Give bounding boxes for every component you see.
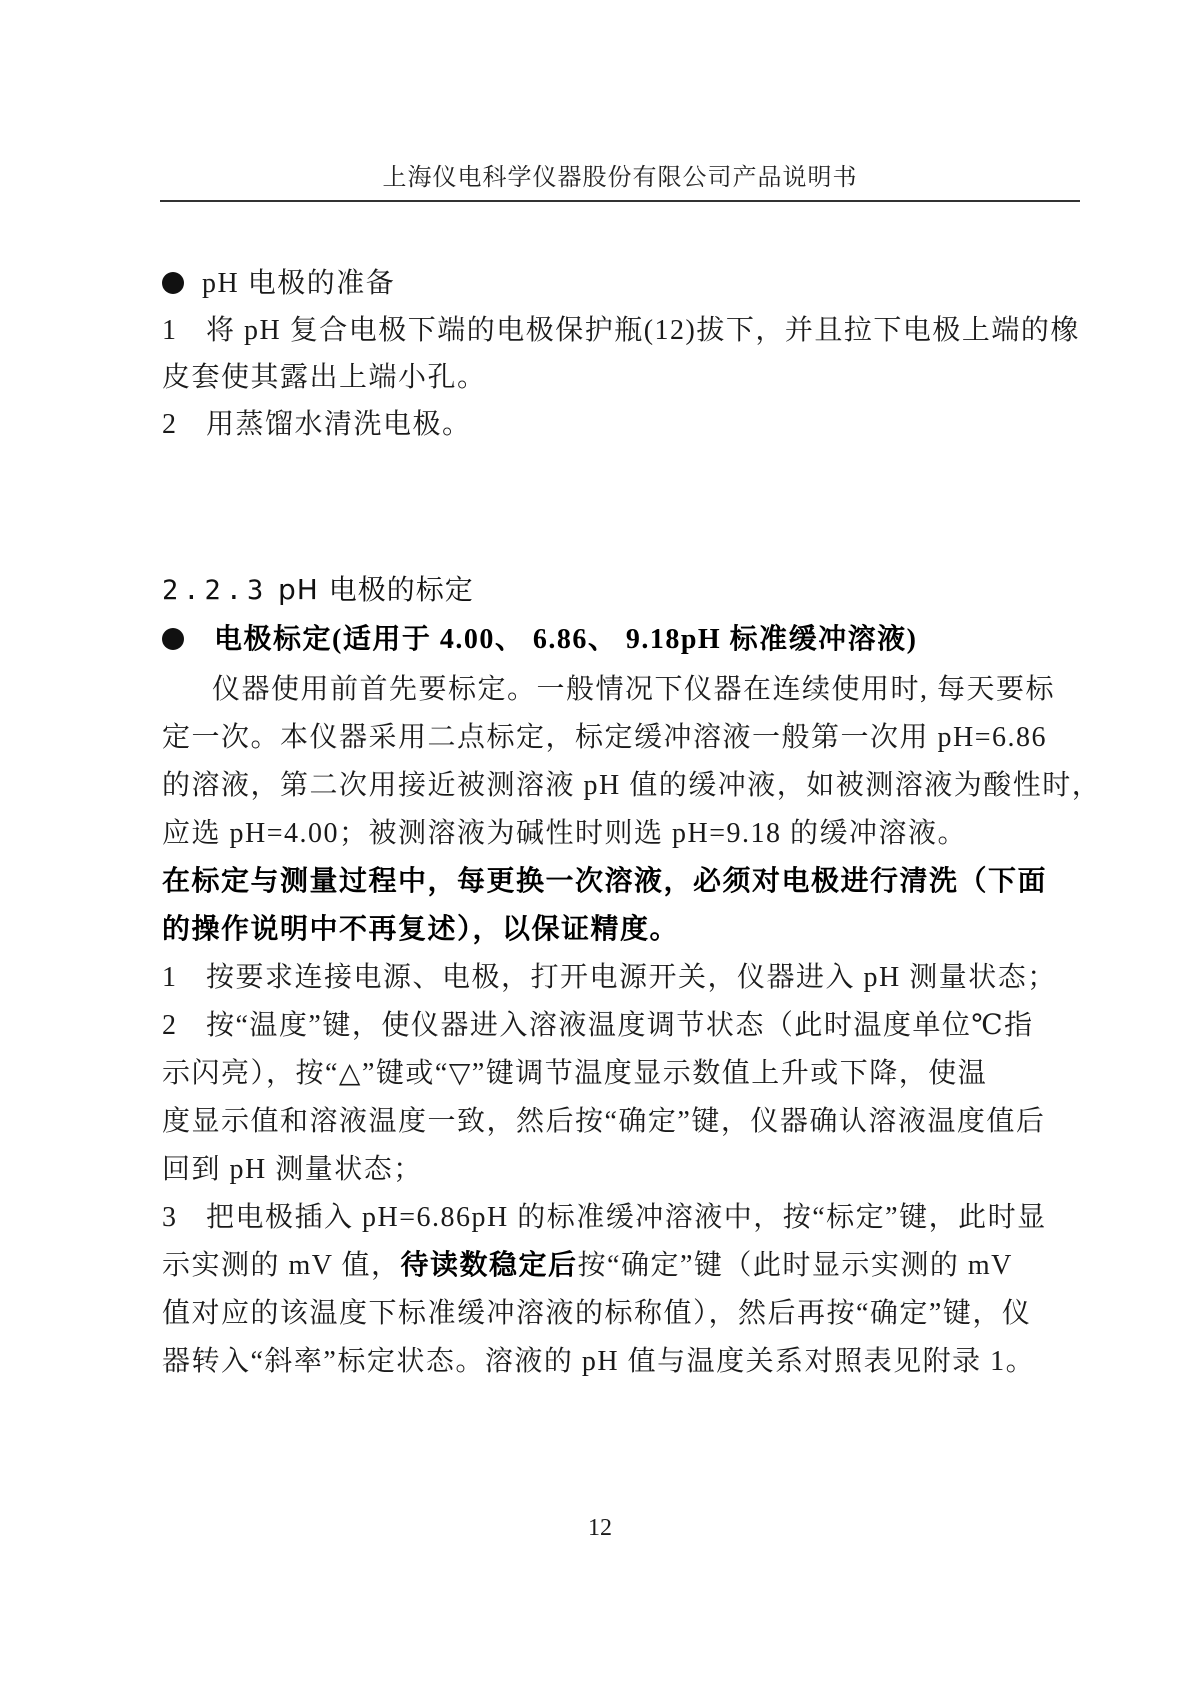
page-number: 12 (588, 1515, 612, 1541)
warning-line-1: 在标定与测量过程中，每更换一次溶液，必须对电极进行清洗（下面 (162, 866, 1048, 897)
document-header (160, 160, 1080, 202)
calibration-heading: 电极标定(适用于 4.00、 6.86、 9.18pH 标准缓冲溶液) (162, 620, 918, 660)
prep-heading: pH 电极的准备 (162, 264, 395, 304)
intro-line-4: 应选 pH=4.00；被测溶液为碱性时则选 pH=9.18 的缓冲溶液。 (162, 818, 968, 849)
prep-step-1-cont: 皮套使其露出上端小孔。 (162, 362, 487, 393)
prep-step-2: 2 用蒸馏水清洗电极。 (162, 409, 472, 440)
calibration-step-3-cont-1: 示实测的 mV 值，待读数稳定后按“确定”键（此时显示实测的 mV (162, 1250, 1013, 1281)
section-title: pH 电极的标定 (278, 573, 474, 606)
prep-step-1: 1 将 pH 复合电极下端的电极保护瓶(12)拔下，并且拉下电极上端的橡 (162, 315, 1080, 346)
calibration-step-2-cont-1: 示闪亮），按“△”键或“▽”键调节温度显示数值上升或下降，使温 (162, 1058, 988, 1089)
warning-line-2: 的操作说明中不再复述），以保证精度。 (162, 914, 680, 945)
calibration-step-2-cont-3: 回到 pH 测量状态； (162, 1154, 423, 1185)
calibration-step-2-cont-2: 度显示值和溶液温度一致，然后按“确定”键，仪器确认溶液温度值后 (162, 1106, 1046, 1137)
emphasis-text: 待读数稳定后 (400, 1250, 578, 1281)
calibration-step-2: 2 按“温度”键，使仪器进入溶液温度调节状态（此时温度单位℃指 (162, 1010, 1034, 1041)
bullet-icon (162, 628, 184, 650)
intro-line-3: 的溶液，第二次用接近被测溶液 pH 值的缓冲液，如被测溶液为酸性时， (162, 770, 1102, 801)
intro-line-2: 定一次。本仪器采用二点标定，标定缓冲溶液一般第一次用 pH=6.86 (162, 722, 1048, 753)
calibration-step-3-cont-3: 器转入“斜率”标定状态。溶液的 pH 值与温度关系对照表见附录 1。 (162, 1346, 1036, 1377)
section-heading (162, 570, 474, 611)
header-title: 上海仪电科学仪器股份有限公司产品说明书 (382, 165, 858, 191)
bullet-icon (162, 272, 184, 294)
section-number: 2.2.3 (162, 575, 269, 606)
intro-line-1: 仪器使用前首先要标定。一般情况下仪器在连续使用时, 每天要标 (212, 674, 1056, 705)
calibration-step-3: 3 把电极插入 pH=6.86pH 的标准缓冲溶液中，按“标定”键，此时显 (162, 1202, 1047, 1233)
calibration-step-3-cont-2: 值对应的该温度下标准缓冲溶液的标称值），然后再按“确定”键，仪 (162, 1298, 1032, 1329)
calibration-step-1: 1 按要求连接电源、电极，打开电源开关，仪器进入 pH 测量状态； (162, 962, 1057, 993)
